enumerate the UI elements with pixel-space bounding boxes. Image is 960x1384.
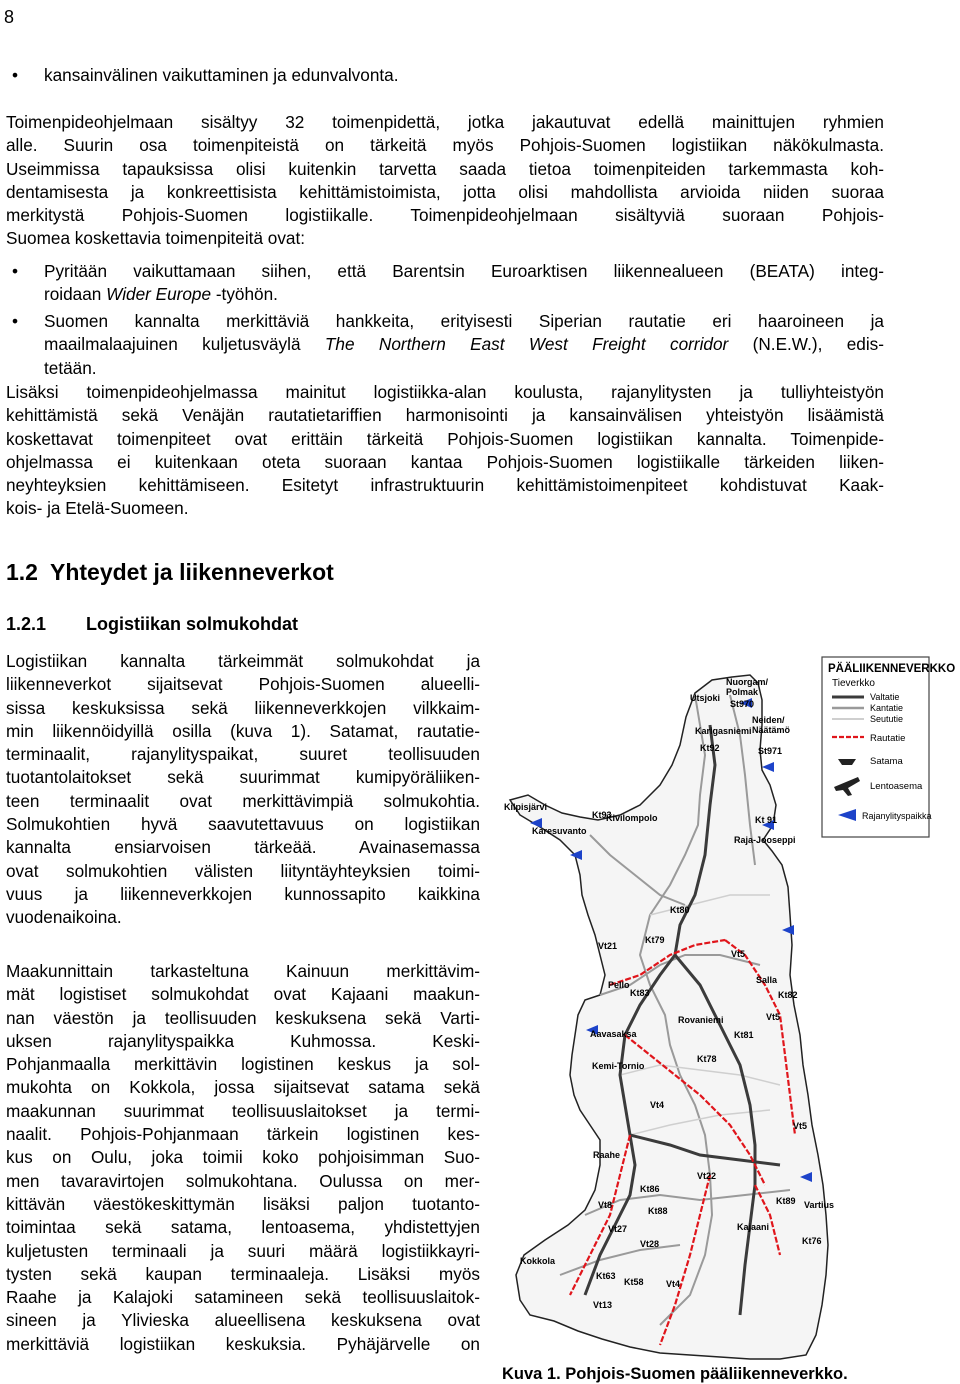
para2-line: neyhteyksien kehittämiseen. Esitetyt infrastruktuurin kehittämistoimenpiteet kohdistuvat Kaak-: [6, 475, 884, 496]
paragraph-2: [6, 381, 884, 521]
col-line: vuodenaikoina.: [6, 907, 122, 928]
col-line: liikenneverkot sijaitsevat Pohjois-Suomen alueelli-: [6, 674, 480, 695]
para2-line: kehittämistä sekä Venäjän rautatietariffien harmonisointi ja kansainvälisen yhteistyön lisäämistä: [6, 405, 884, 426]
legend-item: Valtatie: [870, 692, 900, 702]
svg-text:Kt86: Kt86: [640, 1184, 660, 1194]
svg-text:Aavasaksa: Aavasaksa: [590, 1029, 637, 1039]
svg-text:Vt4: Vt4: [650, 1100, 665, 1110]
bullet-line: Suomen kannalta merkittäviä hankkeita, erityisesti Siperian rautatie eri haaroineen ja: [44, 311, 884, 331]
paragraph-1: [6, 111, 884, 251]
svg-text:Kt82: Kt82: [778, 990, 798, 1000]
svg-text:Karigasniemi: Karigasniemi: [695, 726, 752, 736]
col-line: min liikennöidyillä osilla (kuva 1). Satamat, rautatie-: [6, 720, 480, 741]
svg-text:Vt27: Vt27: [608, 1224, 628, 1234]
col-line: kuljetusten terminaali ja suuri määrä logistiikkayri-: [6, 1240, 480, 1261]
legend-item: Rajanylityspaikka: [862, 811, 932, 821]
col-line: teen terminaalit ovat merkittävimpiä solmukohtia.: [6, 790, 480, 811]
svg-text:Polmak: Polmak: [726, 687, 759, 697]
col-line: naalit. Pohjois-Pohjanmaan tärkein logistinen kes-: [6, 1124, 480, 1145]
svg-text:Näätämö: Näätämö: [752, 725, 791, 735]
svg-text:Kt81: Kt81: [734, 1030, 754, 1040]
bullet-line: maailmalaajuinen kuljetusväylä The Northern East West Freight corridor (N.E.W.), edis-: [44, 334, 884, 355]
svg-text:Vt4: Vt4: [666, 1279, 681, 1289]
svg-text:Kt78: Kt78: [697, 1054, 717, 1064]
bullet-line: Pyritään vaikuttamaan siihen, että Barentsin Euroarktisen liikennealueen (BEATA) integ-: [44, 261, 884, 281]
svg-text:Vt5: Vt5: [766, 1012, 781, 1022]
col-line: maakunnan suurimmat teollisuuslaitokset ja termi-: [6, 1100, 480, 1121]
column-paragraph-1: [6, 650, 480, 930]
col-line: ovat solmukohtien välisten liityntäyhteyksien toimi-: [6, 860, 480, 881]
svg-text:Kemi-Tornio: Kemi-Tornio: [592, 1061, 645, 1071]
section-heading: [6, 557, 334, 587]
svg-text:Vt5: Vt5: [793, 1121, 808, 1131]
para2-line: Lisäksi toimenpideohjelmassa mainitut logistiikka-alan koulusta, rajanylitysten ja tulliyhteistyön: [6, 382, 884, 402]
svg-text:Salla: Salla: [756, 975, 778, 985]
svg-text:Utsjoki: Utsjoki: [690, 693, 721, 703]
bullet-dot: •: [11, 65, 19, 85]
svg-text:St970: St970: [730, 699, 755, 709]
section-title: Yhteydet ja liikenneverkot: [50, 559, 334, 585]
svg-text:Kajaani: Kajaani: [737, 1222, 770, 1232]
col-line: sineen ja Ylivieska alueellisena keskuksena ovat: [6, 1310, 480, 1331]
col-line: Pohjanmaalla merkittävin logistinen keskus ja sol-: [6, 1054, 480, 1075]
svg-text:Raahe: Raahe: [593, 1150, 621, 1160]
svg-text:Kt58: Kt58: [624, 1277, 644, 1287]
svg-text:Kilpisjärvi: Kilpisjärvi: [504, 802, 548, 812]
svg-text:Nuorgam/: Nuorgam/: [726, 677, 769, 687]
map-legend: [822, 657, 955, 837]
col-line: Solmukohtien hyvä saavutettavuus on logistiikan: [6, 814, 480, 835]
svg-text:Pello: Pello: [608, 980, 630, 990]
col-line: mät logistiset solmukohdat ovat Kajaani maakun-: [6, 984, 480, 1005]
svg-text:Kokkola: Kokkola: [520, 1256, 556, 1266]
figure-caption: Kuva 1. Pohjois-Suomen pääliikenneverkko.: [502, 1365, 848, 1383]
svg-text:Raja-Jooseppi: Raja-Jooseppi: [734, 835, 796, 845]
subsection-title: Logistiikan solmukohdat: [86, 614, 299, 634]
svg-text:Kt76: Kt76: [802, 1236, 822, 1246]
col-line: sissa keskuksissa sekä liikenneverkkojen vilkkaim-: [6, 697, 480, 718]
col-line: kus on Oulu, joka toimii koko pohjoisimman Suo-: [6, 1147, 480, 1168]
col-line: uksen rajanylityspaikka Kuhmossa. Keski-: [6, 1030, 480, 1051]
para1-line: Toimenpideohjelmaan sisältyy 32 toimenpidettä, jotka jakautuvat edellä mainittujen ryhmien: [6, 112, 884, 132]
svg-text:Kt 91: Kt 91: [755, 815, 778, 825]
page-number: 8: [4, 7, 15, 27]
subsection-number: 1.2.1: [6, 614, 47, 634]
svg-text:Vt13: Vt13: [593, 1300, 613, 1310]
para1-line: merkitystä Pohjois-Suomen logistiikalle. Toimenpideohjelmaan sisältyviä suoraan Pohjois-: [6, 205, 884, 226]
svg-text:Kt89: Kt89: [776, 1196, 796, 1206]
subsection-heading: [6, 612, 298, 636]
bullet-item: [11, 260, 884, 307]
svg-text:Neiden/: Neiden/: [752, 715, 785, 725]
para2-line: kois- ja Etelä-Suomeen.: [6, 498, 189, 519]
column-paragraph-2: [6, 960, 480, 1356]
bullet-item: [11, 64, 884, 87]
col-line: vuus ja liikenneverkkojen kunnossapito kaikkina: [6, 883, 480, 904]
col-line: nan väestön ja teollisuuden keskuksena sekä Varti-: [6, 1007, 480, 1028]
traffic-network-map: [500, 655, 956, 1363]
svg-text:Kt79: Kt79: [645, 935, 665, 945]
bullet-line: tetään.: [44, 357, 97, 378]
legend-subtitle: Tieverkko: [832, 678, 875, 689]
col-line: terminaalit, rajanylityspaikat, suuret teollisuuden: [6, 744, 480, 765]
bullet-line: roidaan Wider Europe -työhön.: [44, 284, 278, 305]
svg-text:Kt63: Kt63: [596, 1271, 616, 1281]
svg-text:Vt21: Vt21: [598, 941, 618, 951]
bullet-dot: •: [11, 261, 19, 281]
legend-item: Lentoasema: [870, 781, 923, 792]
bullet-item: [11, 310, 884, 380]
svg-text:St971: St971: [758, 746, 783, 756]
svg-text:Vt22: Vt22: [697, 1171, 717, 1181]
legend-item: Kantatie: [870, 703, 904, 713]
col-line: kittävän väestökeskittymän lisäksi paljon tuotanto-: [6, 1193, 480, 1214]
para1-line: Useimmissa tapauksissa olisi kuitenkin tarvetta saada tietoa toimenpiteiden tarkemmasta koh-: [6, 158, 884, 179]
svg-text:Kt92: Kt92: [700, 743, 720, 753]
col-line: mukohta on Kokkola, jossa sijaitsevat satama sekä: [6, 1077, 480, 1098]
col-line: men tavaravirtojen solmukohtana. Oulussa on mer-: [6, 1170, 480, 1191]
col-line: Logistiikan kannalta tärkeimmät solmukohdat ja: [6, 651, 480, 671]
col-line: Maakunnittain tarkasteltuna Kainuun merkittävim-: [6, 961, 480, 981]
section-number: 1.2: [6, 559, 38, 585]
col-line: toimintaa sekä satama, lentoasema, yhdistettyjen: [6, 1217, 480, 1238]
legend-title: PÄÄLIIKENNEVERKKO: [828, 663, 956, 675]
col-line: merkittäviä logistiikan keskuksia. Pyhäjärvelle on: [6, 1333, 480, 1354]
svg-text:Vt28: Vt28: [640, 1239, 660, 1249]
bullet-dot: •: [11, 311, 19, 331]
col-line: Raahe ja Kalajoki satamineen sekä teollisuuslaitok-: [6, 1287, 480, 1308]
svg-text:Kt83: Kt83: [630, 988, 650, 998]
svg-text:Kt88: Kt88: [648, 1206, 668, 1216]
svg-text:Karesuvanto: Karesuvanto: [532, 826, 587, 836]
svg-text:Vartius: Vartius: [804, 1200, 835, 1210]
col-line: tuotantolaitokset sekä suurimmat kumipyöräliiken-: [6, 767, 480, 788]
svg-text:Rovaniemi: Rovaniemi: [678, 1015, 724, 1025]
para1-line: Suomea koskettavia toimenpiteitä ovat:: [6, 228, 306, 249]
svg-text:Kt93: Kt93: [592, 810, 612, 820]
para2-line: ohjelmassa ei kuitenkaan oteta suoraan kantaa Pohjois-Suomen logistiikalle tärkeiden liiken-: [6, 451, 884, 472]
svg-text:Kt80: Kt80: [670, 905, 690, 915]
para1-line: alle. Suurin osa toimenpiteistä on tärkeitä myös Pohjois-Suomen logistiikan näkökulmasta.: [6, 135, 884, 156]
para2-line: koskettavat toimenpiteet ovat erittäin tärkeitä Pohjois-Suomen logistiikan kannalta. Toimenpide-: [6, 428, 884, 449]
para1-line: dentamisesta ja konkreettisista kehittämistoimista, jotta olisi mahdollista arvioida niiden suoraa: [6, 181, 884, 202]
col-line: kannalta ensiarvoisen tärkeää. Avainasemassa: [6, 837, 480, 858]
legend-item: Satama: [870, 756, 903, 767]
svg-text:Kivilompolo: Kivilompolo: [606, 813, 658, 823]
svg-text:Vt8: Vt8: [598, 1200, 613, 1210]
bullet-text: kansainvälinen vaikuttaminen ja edunvalvonta.: [44, 65, 399, 85]
svg-text:Vt5: Vt5: [731, 949, 746, 959]
legend-item: Rautatie: [870, 733, 906, 744]
legend-item: Seututie: [870, 714, 904, 724]
col-line: tysten sekä kaupan terminaaleja. Lisäksi myös: [6, 1263, 480, 1284]
